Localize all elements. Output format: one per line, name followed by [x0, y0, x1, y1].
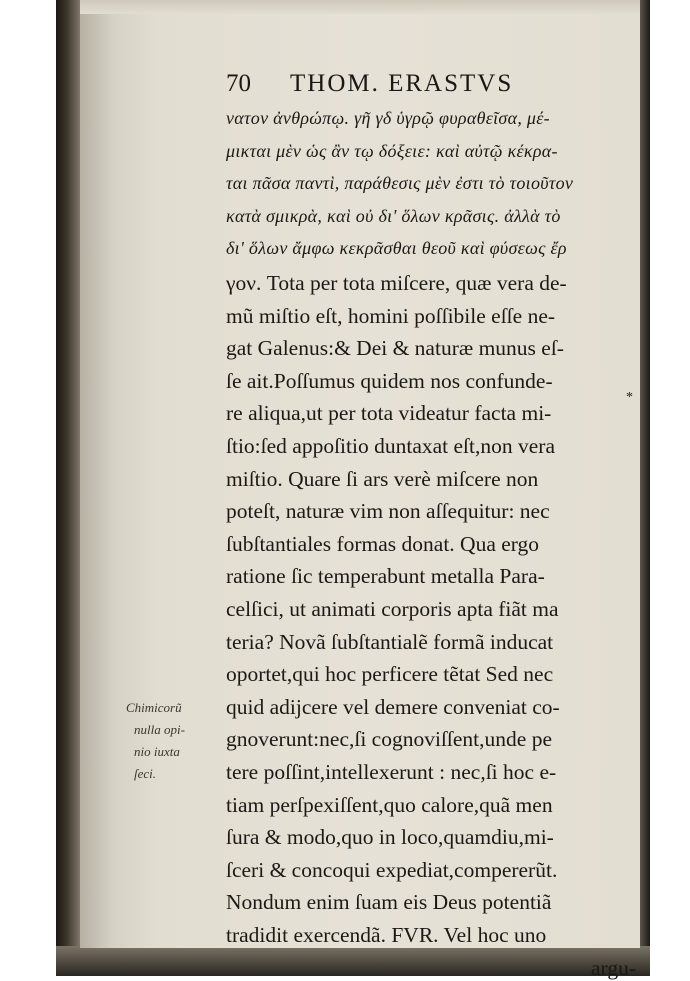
text-line: μικται μὲν ὡς ἂν τῳ δόξειε: καὶ αὐτῷ κέκρα- [226, 140, 558, 161]
text-line: re aliqua,ut per tota videatur facta mi- [226, 401, 552, 426]
text-line: ſceri & concoqui expediat,compererũt. [226, 857, 558, 882]
text-line: ſtio:ſed appoſitio duntaxat eſt,non vera [226, 434, 555, 458]
page-header [226, 70, 626, 100]
scan-edge-right [640, 0, 650, 976]
marginal-note-line: Chimicorũ [126, 700, 182, 715]
text-line: νατον ἀνθρώπῳ. γῆ γδ ὑγρῷ φυραθεῖσα, μέ- [226, 108, 550, 128]
margin-asterisk: * [626, 390, 633, 405]
text-line: quid adijcere vel demere conveniat co- [226, 694, 560, 719]
marginal-note-line: nio iuxta [134, 744, 180, 759]
running-head: THOM. ERASTVS [290, 70, 514, 97]
page-top-shadow [80, 0, 640, 14]
text-line: ſubſtantiales formas donat. Qua ergo [226, 531, 540, 556]
text-line: ratione ſic temperabunt metalla Para- [226, 564, 545, 589]
scan-edge-left [56, 0, 82, 976]
text-line: γον. Tota per tota miſcere, quæ vera de- [226, 271, 567, 295]
text-line: miſtio. Quare ſi ars verè miſcere non [226, 466, 539, 491]
text-line: δι' ὅλων ἄμφω κεκρᾶσθαι θεοῦ καὶ φύσεως ἔρ [226, 238, 567, 259]
page-number: 70 [226, 70, 251, 97]
text-line: tradidit exercendã. FVR. Vel hoc uno [226, 923, 547, 947]
text-line: oportet,qui hoc perficere tẽtat Sed nec [226, 662, 554, 687]
text-line: celſici, ut animati corporis apta fiãt ma [226, 597, 559, 621]
text-line: Nondum enim ſuam eis Deus potentiã [226, 890, 552, 915]
text-line: tiam perſpexiſſent,quo calore,quã men [226, 792, 553, 817]
text-line: ται πᾶσα παντὶ, παράθεσις μὲν ἐστι τὸ τοιοῦτον [226, 173, 574, 194]
text-line: gat Galenus:& Dei & naturæ munus eſ- [226, 336, 564, 361]
marginal-note-line: ſeci. [134, 766, 157, 781]
text-line: mũ miſtio eſt, homini poſſibile eſſe ne- [226, 303, 556, 328]
text-line: ſe ait.Poſſumus quidem nos confunde- [226, 368, 553, 393]
catchword: argu- [591, 955, 636, 980]
marginal-note-line: nulla opi- [134, 722, 185, 737]
text-line: teria? Novã ſubſtantialẽ formã inducat [226, 629, 554, 654]
text-line: gnoverunt:nec,ſi cognoviſſent,unde pe [226, 727, 552, 752]
text-line: κατὰ σμικρὰ, καὶ οὐ δι' ὅλων κρᾶσις. ἀλλὰ τὸ [226, 205, 561, 226]
text-line: tere poſſint,intellexerunt : nec,ſi hoc e- [226, 760, 557, 784]
text-line: poteſt, naturæ vim non aſſequitur: nec [226, 499, 550, 524]
scan-edge-bottom [56, 946, 650, 976]
text-line: ſura & modo,quo in loco,quamdiu,mi- [226, 825, 554, 850]
